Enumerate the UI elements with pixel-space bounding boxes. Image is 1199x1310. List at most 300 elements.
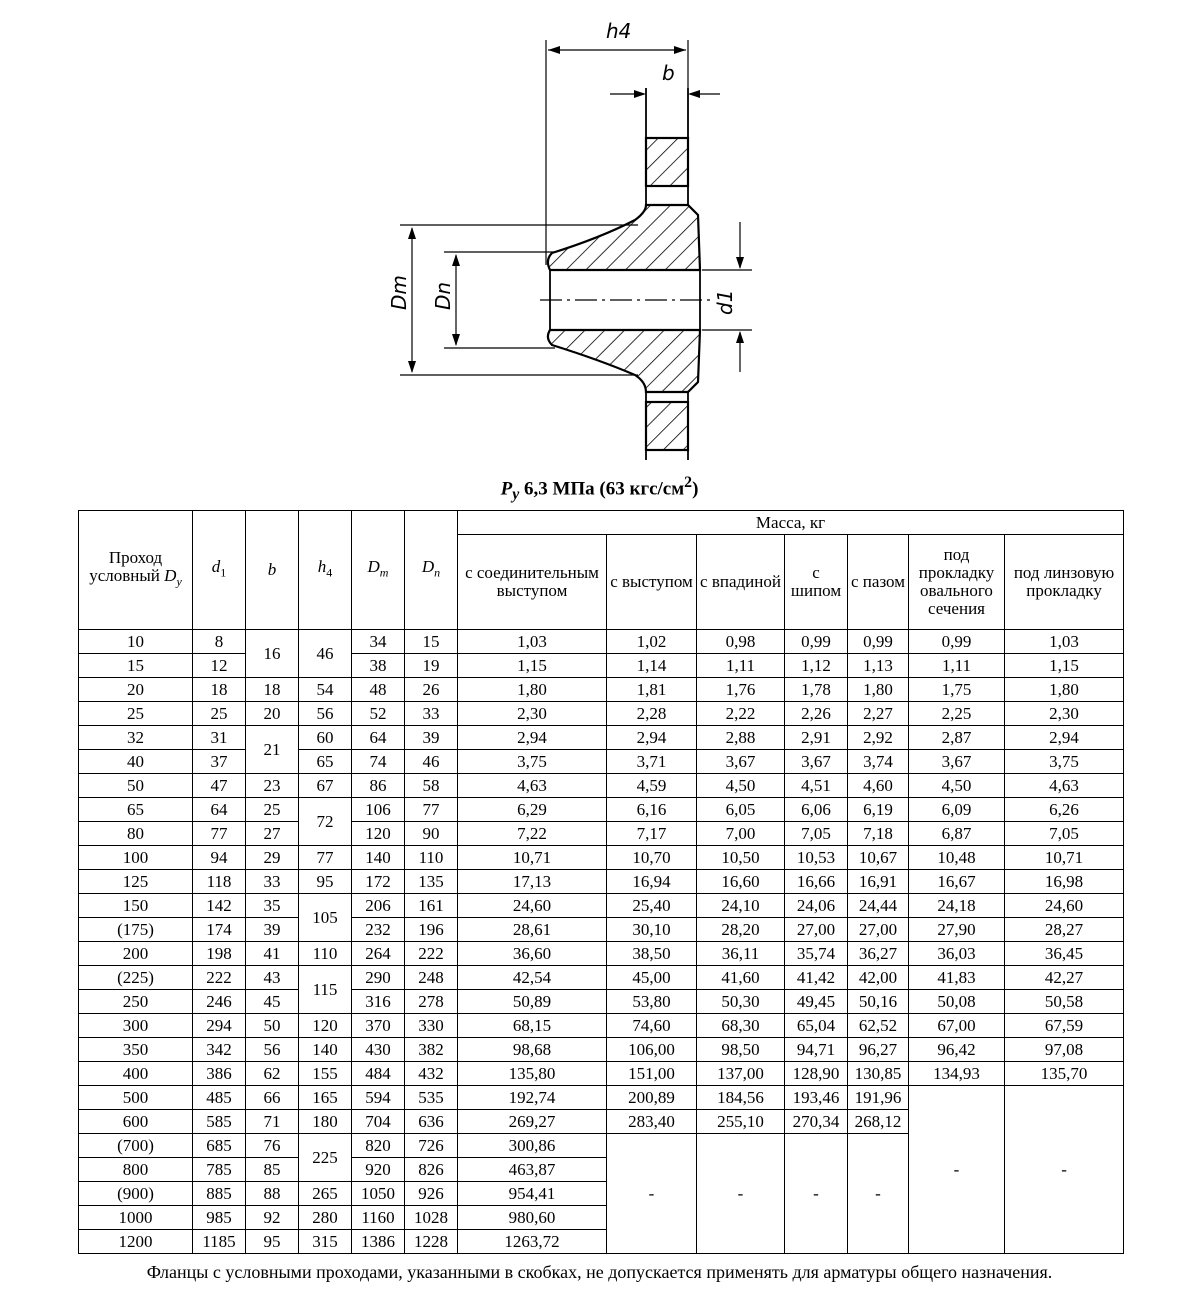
cell-m2: 74,60 xyxy=(607,1014,697,1038)
header-mass-groove: с пазом xyxy=(848,535,909,630)
cell-dy: 25 xyxy=(79,702,193,726)
cell-m5: 24,44 xyxy=(848,894,909,918)
cell-dm: 206 xyxy=(352,894,405,918)
cell-m3: 24,10 xyxy=(697,894,785,918)
cell-dm: 290 xyxy=(352,966,405,990)
cell-m6: 1,11 xyxy=(909,654,1005,678)
b-dimension xyxy=(610,61,720,98)
cell-dm: 430 xyxy=(352,1038,405,1062)
cell-m4: 193,46 xyxy=(785,1086,848,1110)
cell-m1: 300,86 xyxy=(458,1134,607,1158)
cell-m4: 0,99 xyxy=(785,630,848,654)
cell-dn: 248 xyxy=(405,966,458,990)
header-mass-oval-gasket: под прокладку овального сечения xyxy=(909,535,1005,630)
cell-m2: 38,50 xyxy=(607,942,697,966)
cell-d1: 77 xyxy=(193,822,246,846)
header-mass-ledge: с выступом xyxy=(607,535,697,630)
cell-d1: 985 xyxy=(193,1206,246,1230)
cell-m5: 6,19 xyxy=(848,798,909,822)
cell-b: 66 xyxy=(246,1086,299,1110)
cell-dn: 222 xyxy=(405,942,458,966)
cell-h4: 105 xyxy=(299,894,352,942)
cell-m5: 96,27 xyxy=(848,1038,909,1062)
cell-dy: 100 xyxy=(79,846,193,870)
cell-m7: - xyxy=(1005,1086,1124,1254)
cell-b: 21 xyxy=(246,726,299,774)
flange-hub-section xyxy=(540,205,715,392)
cell-m5: 36,27 xyxy=(848,942,909,966)
cell-m3: 4,50 xyxy=(697,774,785,798)
cell-m5: 2,92 xyxy=(848,726,909,750)
cell-m3: 50,30 xyxy=(697,990,785,1014)
cell-d1: 31 xyxy=(193,726,246,750)
cell-dy: 32 xyxy=(79,726,193,750)
cell-m6: 10,48 xyxy=(909,846,1005,870)
cell-m6: 36,03 xyxy=(909,942,1005,966)
pressure-unit-exponent: 2 xyxy=(684,474,693,491)
cell-m3: 1,76 xyxy=(697,678,785,702)
cell-dm: 106 xyxy=(352,798,405,822)
flange-ring-top xyxy=(646,88,688,205)
cell-d1: 585 xyxy=(193,1110,246,1134)
cell-h4: 60 xyxy=(299,726,352,750)
cell-h4: 120 xyxy=(299,1014,352,1038)
cell-m7: 97,08 xyxy=(1005,1038,1124,1062)
cell-m3: 41,60 xyxy=(697,966,785,990)
cell-d1: 18 xyxy=(193,678,246,702)
cell-d1: 174 xyxy=(193,918,246,942)
cell-dy: 250 xyxy=(79,990,193,1014)
cell-m2: 10,70 xyxy=(607,846,697,870)
cell-m7: 1,15 xyxy=(1005,654,1124,678)
flange-dimensions-table xyxy=(78,510,1124,1254)
cell-m2: 106,00 xyxy=(607,1038,697,1062)
cell-dn: 330 xyxy=(405,1014,458,1038)
cell-dn: 432 xyxy=(405,1062,458,1086)
cell-m1: 6,29 xyxy=(458,798,607,822)
cell-m3: 255,10 xyxy=(697,1110,785,1134)
cell-d1: 64 xyxy=(193,798,246,822)
footnote: Фланцы с условными проходами, указанными в скобках, не допускается применять для арматуры общего назначения. xyxy=(146,1262,1053,1282)
table-row xyxy=(79,774,1124,798)
cell-m6: 6,09 xyxy=(909,798,1005,822)
cell-m6: 3,67 xyxy=(909,750,1005,774)
cell-m5: 42,00 xyxy=(848,966,909,990)
cell-dm: 1386 xyxy=(352,1230,405,1254)
cell-m1: 68,15 xyxy=(458,1014,607,1038)
cell-dm: 316 xyxy=(352,990,405,1014)
cell-m3: 3,67 xyxy=(697,750,785,774)
table-row xyxy=(79,990,1124,1014)
cell-dn: 161 xyxy=(405,894,458,918)
cell-m1: 2,94 xyxy=(458,726,607,750)
cell-h4: 46 xyxy=(299,630,352,678)
cell-m2: 200,89 xyxy=(607,1086,697,1110)
cell-m6: 67,00 xyxy=(909,1014,1005,1038)
cell-m5: 130,85 xyxy=(848,1062,909,1086)
cell-dn: 26 xyxy=(405,678,458,702)
cell-dm: 704 xyxy=(352,1110,405,1134)
cell-h4: 110 xyxy=(299,942,352,966)
table-row xyxy=(79,894,1124,918)
cell-m4: 6,06 xyxy=(785,798,848,822)
cell-m5: 62,52 xyxy=(848,1014,909,1038)
cell-m6: 4,50 xyxy=(909,774,1005,798)
header-mass-lens-gasket: под линзовую прокладку xyxy=(1005,535,1124,630)
d1-dimension xyxy=(702,222,752,372)
table-row xyxy=(79,1038,1124,1062)
cell-m2: 1,14 xyxy=(607,654,697,678)
cell-m4: 7,05 xyxy=(785,822,848,846)
cell-h4: 56 xyxy=(299,702,352,726)
pressure-symbol: P xyxy=(500,478,513,500)
cell-m3: 28,20 xyxy=(697,918,785,942)
cell-m3: 16,60 xyxy=(697,870,785,894)
header-dy: Проход условный $D_y$ xyxy=(79,511,193,630)
cell-m7: 1,03 xyxy=(1005,630,1124,654)
cell-d1: 118 xyxy=(193,870,246,894)
cell-dy: 65 xyxy=(79,798,193,822)
pressure-value: 6,3 МПа (63 кгс/см xyxy=(519,478,685,500)
table-row xyxy=(79,942,1124,966)
cell-m4: 41,42 xyxy=(785,966,848,990)
header-h4: $h_4$ xyxy=(299,511,352,630)
cell-dn: 382 xyxy=(405,1038,458,1062)
cell-m1: 17,13 xyxy=(458,870,607,894)
cell-m7: 135,70 xyxy=(1005,1062,1124,1086)
header-mass: Масса, кг xyxy=(458,511,1124,535)
cell-b: 45 xyxy=(246,990,299,1014)
cell-dm: 74 xyxy=(352,750,405,774)
cell-m1: 3,75 xyxy=(458,750,607,774)
cell-dn: 826 xyxy=(405,1158,458,1182)
cell-h4: 315 xyxy=(299,1230,352,1254)
cell-b: 29 xyxy=(246,846,299,870)
cell-dm: 86 xyxy=(352,774,405,798)
cell-dm: 140 xyxy=(352,846,405,870)
flange-section-drawing xyxy=(370,10,790,470)
cell-m1: 42,54 xyxy=(458,966,607,990)
cell-m5: 4,60 xyxy=(848,774,909,798)
cell-b: 20 xyxy=(246,702,299,726)
cell-dy: 350 xyxy=(79,1038,193,1062)
cell-m1: 98,68 xyxy=(458,1038,607,1062)
dm-label: Dm xyxy=(387,275,411,310)
cell-h4: 165 xyxy=(299,1086,352,1110)
cell-b: 35 xyxy=(246,894,299,918)
cell-m5: 0,99 xyxy=(848,630,909,654)
cell-m1: 1,80 xyxy=(458,678,607,702)
cell-dn: 1028 xyxy=(405,1206,458,1230)
cell-dn: 15 xyxy=(405,630,458,654)
cell-dm: 1050 xyxy=(352,1182,405,1206)
cell-d1: 1185 xyxy=(193,1230,246,1254)
cell-m1: 50,89 xyxy=(458,990,607,1014)
cell-b: 33 xyxy=(246,870,299,894)
cell-b: 56 xyxy=(246,1038,299,1062)
cell-m2: 1,81 xyxy=(607,678,697,702)
cell-dn: 196 xyxy=(405,918,458,942)
cell-h4: 155 xyxy=(299,1062,352,1086)
cell-m2: 1,02 xyxy=(607,630,697,654)
cell-dm: 120 xyxy=(352,822,405,846)
table-body xyxy=(79,630,1124,1254)
cell-m2: 53,80 xyxy=(607,990,697,1014)
cell-h4: 54 xyxy=(299,678,352,702)
cell-m5: 3,74 xyxy=(848,750,909,774)
cell-dn: 90 xyxy=(405,822,458,846)
cell-m6: 50,08 xyxy=(909,990,1005,1014)
cell-h4: 265 xyxy=(299,1182,352,1206)
cell-d1: 342 xyxy=(193,1038,246,1062)
cell-dm: 48 xyxy=(352,678,405,702)
cell-m6: 0,99 xyxy=(909,630,1005,654)
cell-d1: 485 xyxy=(193,1086,246,1110)
cell-m7: 24,60 xyxy=(1005,894,1124,918)
cell-m2: 2,28 xyxy=(607,702,697,726)
cell-m2: 4,59 xyxy=(607,774,697,798)
header-b: b xyxy=(246,511,299,630)
cell-m5: 27,00 xyxy=(848,918,909,942)
cell-dm: 920 xyxy=(352,1158,405,1182)
pressure-subscript: y xyxy=(512,486,520,504)
cell-m4: 2,26 xyxy=(785,702,848,726)
cell-dm: 484 xyxy=(352,1062,405,1086)
cell-dn: 1228 xyxy=(405,1230,458,1254)
cell-d1: 47 xyxy=(193,774,246,798)
header-dm: $D_m$ xyxy=(352,511,405,630)
cell-dy: 50 xyxy=(79,774,193,798)
table-row xyxy=(79,966,1124,990)
cell-dm: 820 xyxy=(352,1134,405,1158)
cell-dn: 77 xyxy=(405,798,458,822)
flange-ring-bottom xyxy=(646,392,688,460)
cell-m1: 980,60 xyxy=(458,1206,607,1230)
cell-dm: 38 xyxy=(352,654,405,678)
cell-m7: 4,63 xyxy=(1005,774,1124,798)
cell-dy: 80 xyxy=(79,822,193,846)
d1-label: d1 xyxy=(713,289,737,315)
b-label: b xyxy=(662,61,675,85)
header-dn: $D_n$ xyxy=(405,511,458,630)
cell-dm: 172 xyxy=(352,870,405,894)
cell-m4: 35,74 xyxy=(785,942,848,966)
cell-b: 18 xyxy=(246,678,299,702)
cell-d1: 246 xyxy=(193,990,246,1014)
cell-m1: 463,87 xyxy=(458,1158,607,1182)
cell-b: 85 xyxy=(246,1158,299,1182)
cell-m3: 6,05 xyxy=(697,798,785,822)
cell-b: 43 xyxy=(246,966,299,990)
cell-dn: 636 xyxy=(405,1110,458,1134)
cell-dn: 726 xyxy=(405,1134,458,1158)
cell-m3: 0,98 xyxy=(697,630,785,654)
cell-m2: 283,40 xyxy=(607,1110,697,1134)
cell-m2: 3,71 xyxy=(607,750,697,774)
cell-dy: 400 xyxy=(79,1062,193,1086)
cell-dm: 1160 xyxy=(352,1206,405,1230)
cell-m5: 1,80 xyxy=(848,678,909,702)
cell-dn: 39 xyxy=(405,726,458,750)
cell-dy: (225) xyxy=(79,966,193,990)
cell-dy: 10 xyxy=(79,630,193,654)
cell-dm: 52 xyxy=(352,702,405,726)
cell-d1: 94 xyxy=(193,846,246,870)
cell-h4: 225 xyxy=(299,1134,352,1182)
cell-m4: 128,90 xyxy=(785,1062,848,1086)
cell-dn: 135 xyxy=(405,870,458,894)
cell-d1: 142 xyxy=(193,894,246,918)
cell-h4: 65 xyxy=(299,750,352,774)
cell-d1: 885 xyxy=(193,1182,246,1206)
cell-m1: 135,80 xyxy=(458,1062,607,1086)
cell-m1: 269,27 xyxy=(458,1110,607,1134)
cell-b: 23 xyxy=(246,774,299,798)
cell-m6: 2,87 xyxy=(909,726,1005,750)
cell-m3: 2,88 xyxy=(697,726,785,750)
cell-m1: 1,15 xyxy=(458,654,607,678)
cell-h4: 72 xyxy=(299,798,352,846)
cell-d1: 685 xyxy=(193,1134,246,1158)
cell-dn: 535 xyxy=(405,1086,458,1110)
cell-m7: 6,26 xyxy=(1005,798,1124,822)
cell-m1: 24,60 xyxy=(458,894,607,918)
cell-m1: 1,03 xyxy=(458,630,607,654)
cell-h4: 115 xyxy=(299,966,352,1014)
cell-m7: 50,58 xyxy=(1005,990,1124,1014)
cell-m4: 94,71 xyxy=(785,1038,848,1062)
cell-m6: 27,90 xyxy=(909,918,1005,942)
cell-b: 41 xyxy=(246,942,299,966)
cell-m1: 1263,72 xyxy=(458,1230,607,1254)
cell-m3: 36,11 xyxy=(697,942,785,966)
cell-dy: 15 xyxy=(79,654,193,678)
cell-m6: 96,42 xyxy=(909,1038,1005,1062)
cell-dy: (175) xyxy=(79,918,193,942)
cell-m2: 151,00 xyxy=(607,1062,697,1086)
cell-dn: 926 xyxy=(405,1182,458,1206)
dn-label: Dn xyxy=(431,281,455,310)
pressure-caption xyxy=(0,474,1199,504)
cell-m1: 2,30 xyxy=(458,702,607,726)
cell-m5: 268,12 xyxy=(848,1110,909,1134)
cell-m4: 1,78 xyxy=(785,678,848,702)
cell-m4: 3,67 xyxy=(785,750,848,774)
table-row xyxy=(79,630,1124,654)
cell-dn: 278 xyxy=(405,990,458,1014)
cell-dm: 370 xyxy=(352,1014,405,1038)
cell-m5: 7,18 xyxy=(848,822,909,846)
cell-b: 76 xyxy=(246,1134,299,1158)
cell-h4: 67 xyxy=(299,774,352,798)
cell-m7: 42,27 xyxy=(1005,966,1124,990)
cell-m1: 954,41 xyxy=(458,1182,607,1206)
cell-m6: 2,25 xyxy=(909,702,1005,726)
cell-m4: 4,51 xyxy=(785,774,848,798)
cell-d1: 386 xyxy=(193,1062,246,1086)
cell-dm: 34 xyxy=(352,630,405,654)
cell-m1: 192,74 xyxy=(458,1086,607,1110)
cell-m6: 16,67 xyxy=(909,870,1005,894)
cell-m2: - xyxy=(607,1134,697,1254)
table-row xyxy=(79,1086,1124,1110)
cell-m7: 36,45 xyxy=(1005,942,1124,966)
cell-m2: 7,17 xyxy=(607,822,697,846)
cell-dn: 58 xyxy=(405,774,458,798)
cell-m3: - xyxy=(697,1134,785,1254)
cell-m7: 10,71 xyxy=(1005,846,1124,870)
cell-dy: 1000 xyxy=(79,1206,193,1230)
cell-m6: 1,75 xyxy=(909,678,1005,702)
cell-m6: - xyxy=(909,1086,1005,1254)
header-mass-recess: с впадиной xyxy=(697,535,785,630)
cell-h4: 180 xyxy=(299,1110,352,1134)
cell-dy: 200 xyxy=(79,942,193,966)
cell-b: 25 xyxy=(246,798,299,822)
cell-dn: 19 xyxy=(405,654,458,678)
cell-m3: 2,22 xyxy=(697,702,785,726)
cell-m4: 270,34 xyxy=(785,1110,848,1134)
cell-m1: 4,63 xyxy=(458,774,607,798)
cell-b: 39 xyxy=(246,918,299,942)
cell-b: 16 xyxy=(246,630,299,678)
cell-m2: 2,94 xyxy=(607,726,697,750)
cell-m3: 7,00 xyxy=(697,822,785,846)
table-row xyxy=(79,654,1124,678)
cell-dm: 232 xyxy=(352,918,405,942)
cell-h4: 77 xyxy=(299,846,352,870)
cell-m6: 6,87 xyxy=(909,822,1005,846)
cell-dy: 40 xyxy=(79,750,193,774)
cell-m2: 45,00 xyxy=(607,966,697,990)
cell-m7: 67,59 xyxy=(1005,1014,1124,1038)
cell-d1: 785 xyxy=(193,1158,246,1182)
cell-m5: - xyxy=(848,1134,909,1254)
cell-m1: 28,61 xyxy=(458,918,607,942)
cell-m4: - xyxy=(785,1134,848,1254)
table-row xyxy=(79,798,1124,822)
cell-m7: 2,94 xyxy=(1005,726,1124,750)
cell-m4: 1,12 xyxy=(785,654,848,678)
table-row xyxy=(79,702,1124,726)
cell-dy: 800 xyxy=(79,1158,193,1182)
table-row xyxy=(79,1062,1124,1086)
cell-m4: 2,91 xyxy=(785,726,848,750)
cell-m3: 68,30 xyxy=(697,1014,785,1038)
cell-m5: 2,27 xyxy=(848,702,909,726)
cell-m1: 7,22 xyxy=(458,822,607,846)
cell-h4: 95 xyxy=(299,870,352,894)
cell-b: 27 xyxy=(246,822,299,846)
cell-d1: 37 xyxy=(193,750,246,774)
cell-m5: 16,91 xyxy=(848,870,909,894)
cell-m6: 24,18 xyxy=(909,894,1005,918)
cell-m4: 16,66 xyxy=(785,870,848,894)
cell-dn: 46 xyxy=(405,750,458,774)
cell-m7: 28,27 xyxy=(1005,918,1124,942)
table-row xyxy=(79,870,1124,894)
header-d1: $d_1$ xyxy=(193,511,246,630)
cell-b: 50 xyxy=(246,1014,299,1038)
table-row xyxy=(79,1014,1124,1038)
cell-m5: 50,16 xyxy=(848,990,909,1014)
cell-h4: 140 xyxy=(299,1038,352,1062)
cell-b: 71 xyxy=(246,1110,299,1134)
cell-dy: 150 xyxy=(79,894,193,918)
cell-dy: 500 xyxy=(79,1086,193,1110)
cell-dn: 110 xyxy=(405,846,458,870)
cell-m7: 16,98 xyxy=(1005,870,1124,894)
